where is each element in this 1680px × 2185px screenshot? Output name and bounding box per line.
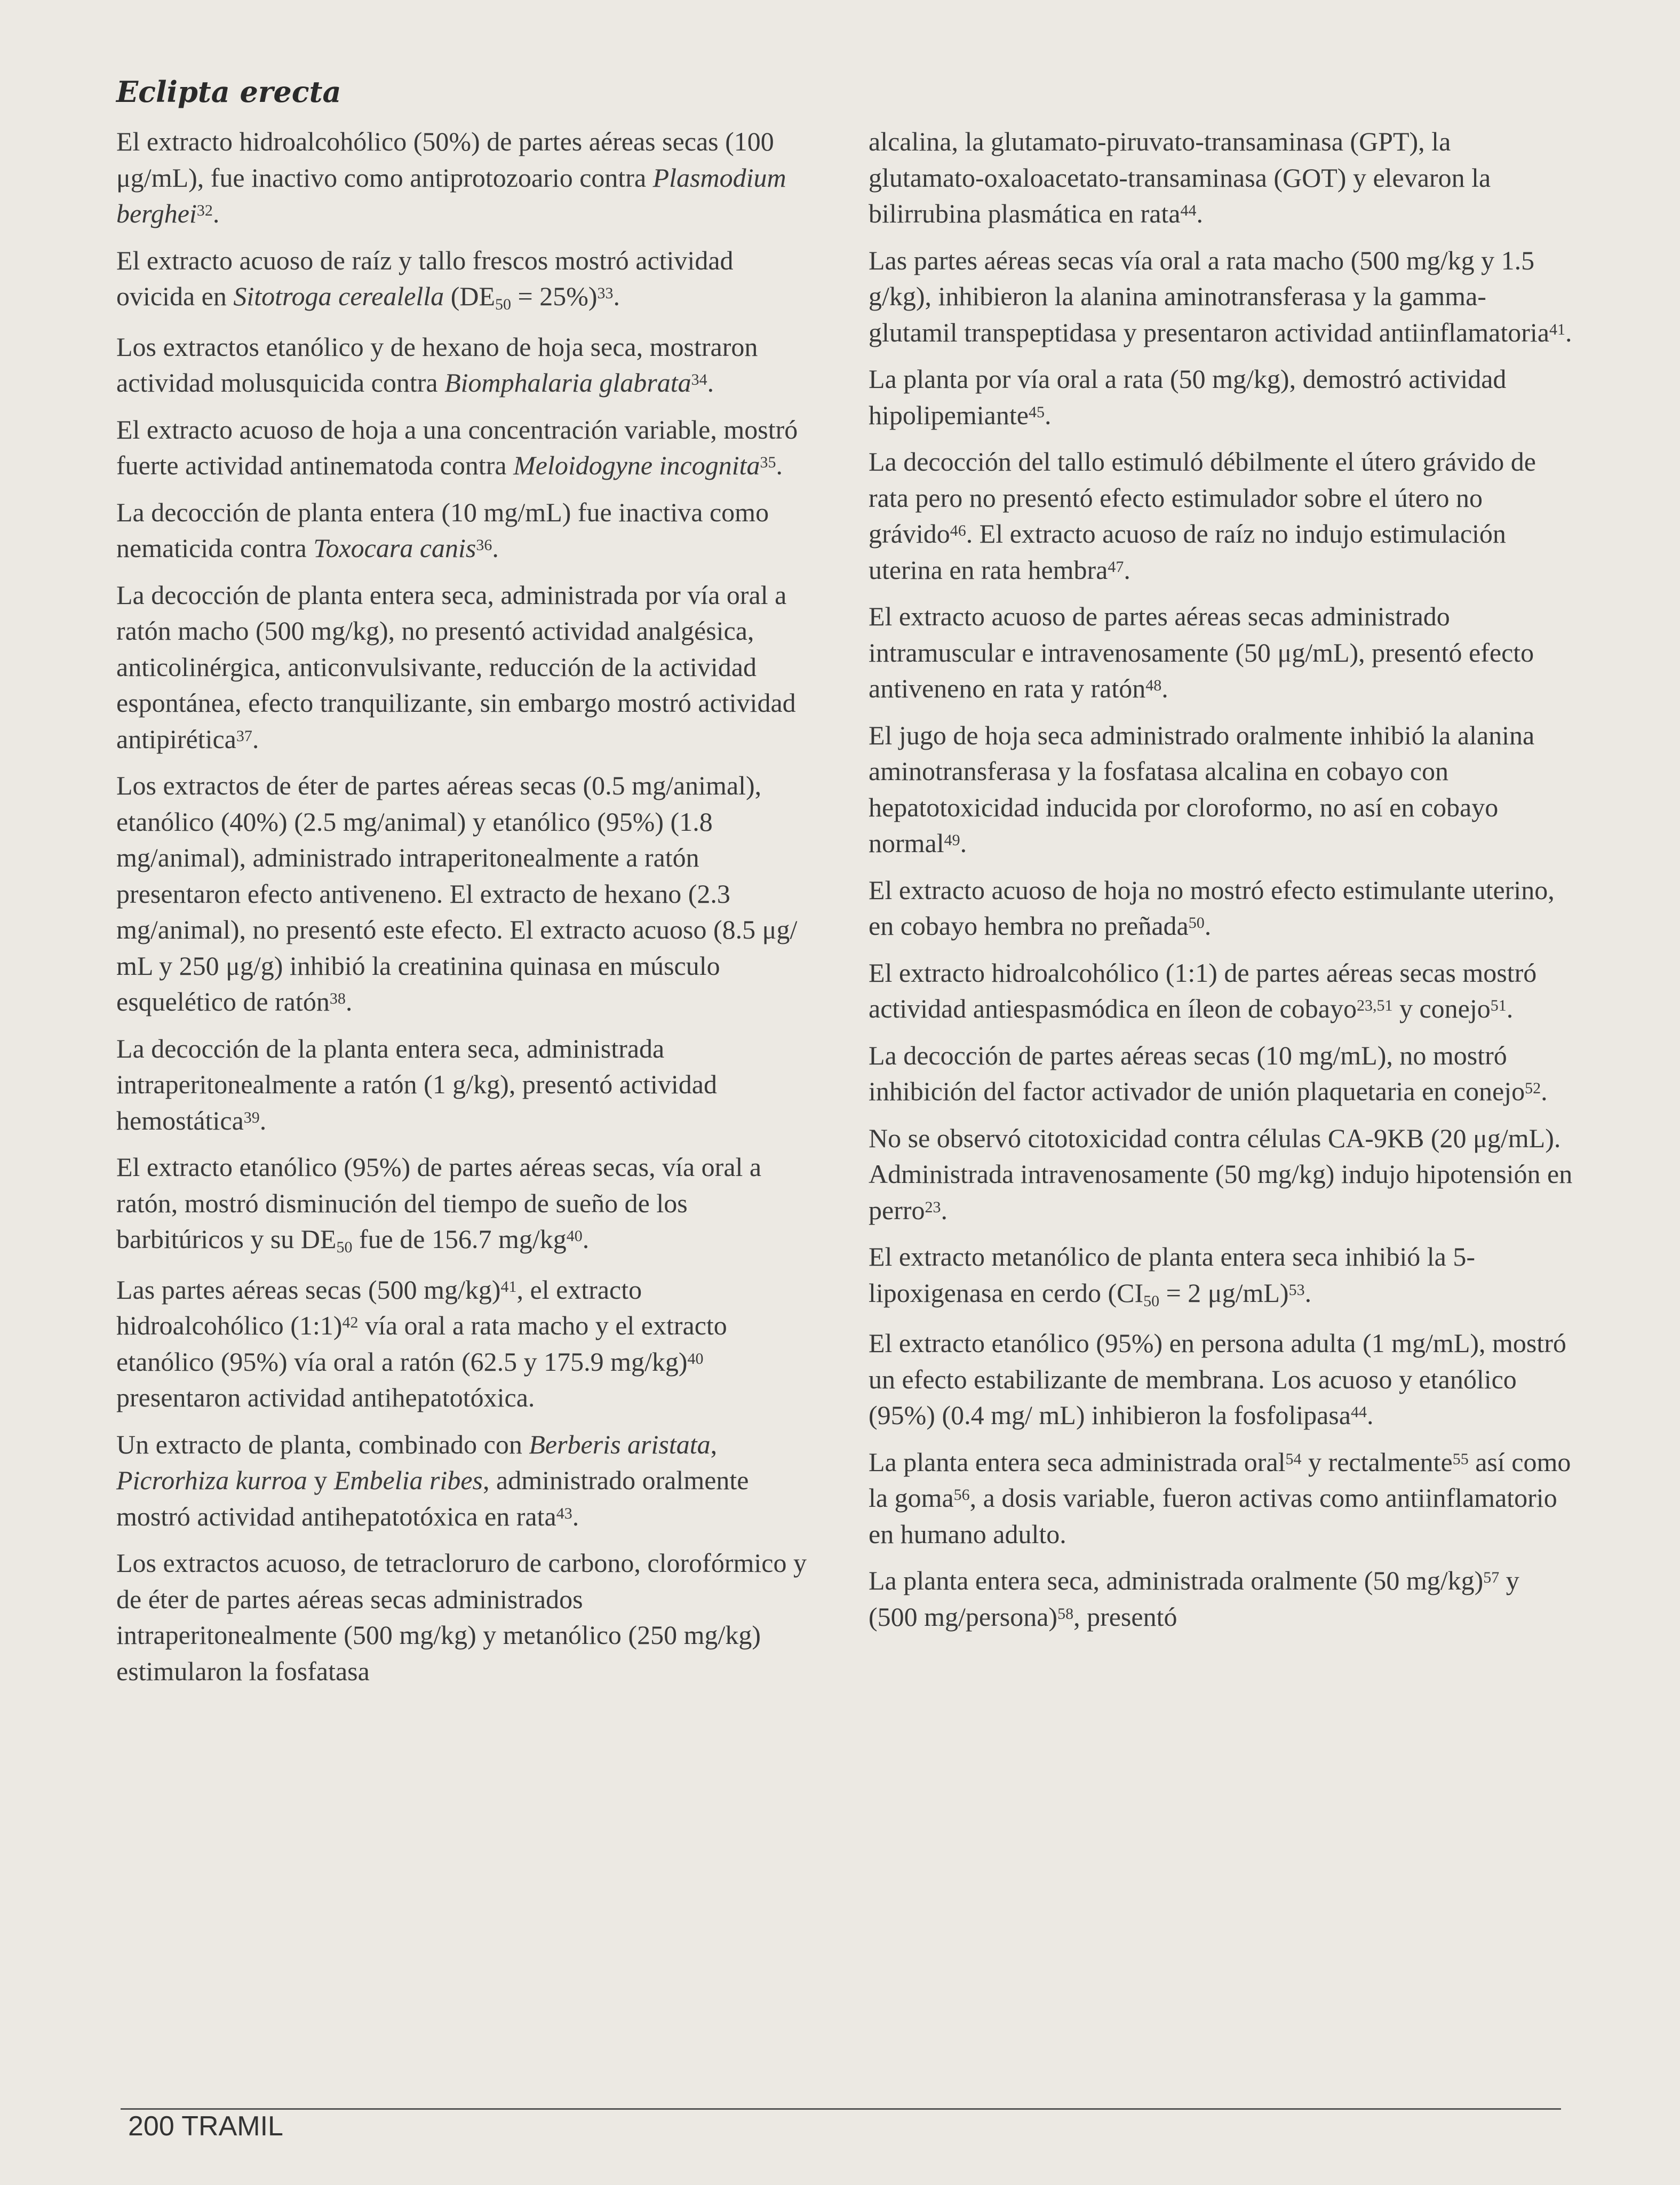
text-run: . (776, 450, 783, 480)
reference-superscript: 33 (597, 284, 614, 302)
text-run: . (259, 1105, 267, 1135)
species-name: Picrorhiza kurroa (116, 1465, 307, 1495)
reference-superscript: 23,51 (1356, 997, 1393, 1014)
reference-superscript: 56 (953, 1486, 970, 1504)
left-column (116, 124, 810, 1700)
text-run: La decocción de la planta entera seca, administrada intraperitonealmente a ratón (1 g/kg), presentó actividad hemostática (116, 1033, 717, 1135)
text-run: El extracto etanólico (95%) en persona adulta (1 mg/mL), mostró un efecto estabilizante de membrana. Los acuoso y etanólico (95%) (0.4 mg/ mL) inhibieron la fosfolipasa (869, 1328, 1566, 1430)
text-run: = 2 μg/mL) (1159, 1277, 1289, 1308)
page-footer: 200 TRAMIL (128, 2111, 283, 2142)
reference-superscript: 51 (1490, 997, 1507, 1014)
text-run: , el extracto hidroalcohólico (1:1) (116, 1274, 642, 1340)
reference-superscript: 41 (500, 1277, 517, 1296)
reference-superscript: 41 (1549, 320, 1565, 338)
paragraph (116, 1545, 810, 1689)
paragraph (116, 577, 810, 758)
text-run: . (613, 281, 620, 311)
text-run: y (307, 1465, 334, 1495)
text-run: , presentó (1073, 1601, 1177, 1632)
running-header: Eclipta erecta (116, 75, 341, 109)
text-run: El jugo de hoja seca administrado oralmente inhibió la alanina aminotransferasa y la fosfatasa alcalina en cobayo con hepatotoxicidad inducida por cloroformo, no así en cobayo normal (869, 720, 1535, 858)
text-run: El extracto acuoso de partes aéreas secas administrado intramuscular e intravenosamente (50 μg/mL), presentó efecto antiveneno en rata y ratón (869, 601, 1534, 703)
text-run: . (1506, 994, 1514, 1023)
paragraph (116, 329, 810, 401)
paragraph (869, 955, 1573, 1027)
text-run: El extracto hidroalcohólico (1:1) de partes aéreas secas mostró actividad antiespasmódica en íleon de cobayo (869, 957, 1537, 1023)
text-run: El extracto acuoso de hoja a una concentración variable, mostró fuerte actividad antinematoda contra (116, 414, 798, 480)
reference-superscript: 38 (329, 990, 346, 1007)
text-run: = 25%) (511, 281, 598, 311)
text-run: . (492, 533, 499, 563)
species-name: Embelia ribes (333, 1465, 483, 1495)
text-run: . (1161, 673, 1168, 703)
paragraph (116, 243, 810, 319)
text-run: El extracto etanólico (95%) de partes aéreas secas, vía oral a ratón, mostró disminución del tiempo de sueño de los barbitúricos y su DE (116, 1152, 762, 1254)
text-run: . (707, 368, 714, 398)
text-run: El extracto metanólico de planta entera seca inhibió la 5-lipoxigenasa en cerdo (CI (869, 1242, 1476, 1308)
paragraph (116, 1031, 810, 1139)
paragraph (869, 243, 1573, 351)
reference-superscript: 44 (1180, 202, 1197, 219)
text-run: vía oral a rata macho y el extracto etanólico (95%) vía oral a ratón (62.5 y 175.9 mg/kg) (116, 1310, 727, 1377)
paragraph (116, 1149, 810, 1261)
text-run: presentaron actividad antihepatotóxica. (116, 1382, 535, 1412)
text-run: . (345, 987, 353, 1016)
species-name: Plasmodium berghei (116, 162, 786, 228)
text-run: La decocción de partes aéreas secas (10 mg/mL), no mostró inhibición del factor activador de unión plaquetaria en conejo (869, 1040, 1525, 1106)
text-run: La planta por vía oral a rata (50 mg/kg), demostró actividad hipolipemiante (869, 364, 1507, 430)
reference-superscript: 36 (476, 536, 492, 554)
subscript: 50 (1143, 1292, 1160, 1310)
text-run: Las partes aéreas secas vía oral a rata macho (500 mg/kg y 1.5 g/kg), inhibieron la alanina aminotransferasa y la gamma-glutamil transpeptidasa y presentaron actividad antiinflamatoria (869, 245, 1549, 347)
reference-superscript: 23 (925, 1198, 941, 1216)
paragraph (116, 124, 810, 232)
reference-superscript: 37 (236, 727, 252, 745)
text-run: . (1366, 1400, 1374, 1430)
text-run: . (572, 1501, 579, 1531)
text-run: . (1044, 400, 1052, 430)
paragraph (869, 718, 1573, 862)
text-run: . (1204, 911, 1212, 941)
paragraph (116, 412, 810, 484)
text-run: El extracto hidroalcohólico (50%) de partes aéreas secas (100 μg/mL), fue inactivo como antiprotozoario contra (116, 126, 774, 193)
reference-superscript: 49 (944, 831, 960, 849)
reference-superscript: 44 (1350, 1403, 1367, 1421)
reference-superscript: 42 (342, 1314, 359, 1331)
paragraph (869, 872, 1573, 944)
paragraph (869, 124, 1573, 232)
text-run: Las partes aéreas secas (500 mg/kg) (116, 1274, 501, 1305)
species-name: Meloidogyne incognita (513, 450, 760, 480)
text-run: . (1196, 198, 1203, 228)
text-run: Los extractos de éter de partes aéreas secas (0.5 mg/animal), etanólico (40%) (2.5 mg/animal) y etanólico (95%) (1.8 mg/animal), administrado intraperitonealmente a ratón presentaron efecto antiveneno. El extracto de hexano (2.3 mg/animal), no presentó este efecto. El extracto acuoso (8.5 μg/ mL y 250 μg/g) inhibió la creatinina quinasa en músculo esquelético de ratón (116, 770, 798, 1016)
text-run: La planta entera seca administrada oral (869, 1447, 1286, 1477)
paragraph (116, 495, 810, 567)
reference-superscript: 50 (1188, 914, 1205, 932)
text-run: La decocción del tallo estimuló débilmente el útero grávido de rata pero no presentó efecto estimulador sobre el útero no grávido (869, 447, 1536, 549)
text-run: . (941, 1195, 948, 1225)
text-run: . (960, 828, 967, 858)
species-name: Toxocara canis (313, 533, 476, 563)
reference-superscript: 40 (566, 1227, 583, 1245)
reference-superscript: 45 (1028, 403, 1045, 421)
reference-superscript: 34 (691, 371, 707, 388)
paragraph (869, 1325, 1573, 1434)
text-run: . (1124, 554, 1130, 585)
text-run: así como la goma (869, 1447, 1571, 1513)
paragraph (869, 1121, 1573, 1229)
text-run: . (582, 1224, 590, 1254)
text-run: , (710, 1429, 718, 1459)
reference-superscript: 54 (1285, 1450, 1302, 1468)
text-run: . (1541, 1076, 1548, 1106)
text-run: y (500 mg/persona) (869, 1566, 1519, 1632)
paragraph (869, 1038, 1573, 1110)
reference-superscript: 39 (243, 1108, 260, 1126)
text-run: Los extractos etanólico y de hexano de hoja seca, mostraron actividad molusquicida contra (116, 331, 758, 398)
reference-superscript: 35 (760, 454, 776, 471)
paragraph (869, 1239, 1573, 1315)
subscript: 50 (495, 296, 512, 313)
reference-superscript: 32 (196, 202, 213, 219)
paragraph (869, 444, 1573, 588)
text-run: , administrado oralmente mostró actividad antihepatotóxica en rata (116, 1465, 749, 1531)
text-run: . (212, 198, 220, 228)
reference-superscript: 57 (1483, 1569, 1500, 1586)
text-run: . (1304, 1277, 1312, 1308)
subscript: 50 (336, 1238, 353, 1256)
reference-superscript: 48 (1145, 677, 1162, 694)
text-run: y rectalmente (1301, 1447, 1453, 1477)
reference-superscript: 58 (1057, 1604, 1074, 1623)
footer-rule (121, 2108, 1561, 2110)
text-run: . El extracto acuoso de raíz no indujo estimulación uterina en rata hembra (869, 519, 1506, 585)
reference-superscript: 53 (1288, 1281, 1305, 1299)
text-run: fue de 156.7 mg/kg (352, 1224, 567, 1254)
text-run: alcalina, la glutamato-piruvato-transaminasa (GPT), la glutamato-oxaloacetato-transaminasa (GOT) y elevaron la bilirrubina plasmática en rata (869, 126, 1491, 228)
text-run: . (1565, 317, 1572, 347)
text-run: La decocción de planta entera (10 mg/mL) fue inactiva como nematicida contra (116, 497, 769, 563)
paragraph (116, 1427, 810, 1535)
text-run: (DE (444, 281, 496, 311)
paragraph (116, 768, 810, 1020)
paragraph (116, 1272, 810, 1416)
text-run: El extracto acuoso de raíz y tallo frescos mostró actividad ovicida en (116, 245, 734, 311)
species-name: Biomphalaria glabrata (444, 368, 691, 398)
reference-superscript: 43 (556, 1504, 572, 1522)
reference-superscript: 40 (687, 1349, 704, 1368)
text-run: No se observó citotoxicidad contra células CA-9KB (20 μg/mL). Administrada intravenosamente (50 mg/kg) indujo hipotensión en perro (869, 1123, 1573, 1225)
text-run: y conejo (1392, 994, 1491, 1023)
text-run: , a dosis variable, fueron activas como antiinflamatorio en humano adulto. (869, 1483, 1557, 1549)
species-name: Berberis aristata (529, 1429, 711, 1459)
paragraph (869, 1563, 1573, 1635)
text-run: La planta entera seca, administrada oralmente (50 mg/kg) (869, 1566, 1484, 1595)
reference-superscript: 47 (1108, 558, 1124, 576)
reference-superscript: 46 (950, 522, 966, 539)
reference-superscript: 52 (1525, 1079, 1541, 1097)
paragraph (869, 361, 1573, 433)
text-run: Los extractos acuoso, de tetracloruro de carbono, clorofórmico y de éter de partes aéreas secas administrados intraperitonealmente (500 mg/kg) y metanólico (250 mg/kg) estimularon la fosfatasa (116, 1548, 807, 1686)
right-column (869, 124, 1573, 1646)
reference-superscript: 55 (1452, 1450, 1469, 1468)
text-run: Un extracto de planta, combinado con (116, 1429, 529, 1459)
paragraph (869, 1444, 1573, 1553)
paragraph (869, 599, 1573, 707)
text-run: La decocción de planta entera seca, administrada por vía oral a ratón macho (500 mg/kg), no presentó actividad analgésica, anticolinérgica, anticonvulsivante, reducción de la actividad espontánea, efecto tranquilizante, sin embargo mostró actividad antipirética (116, 579, 796, 754)
text-run: . (252, 724, 259, 754)
species-name: Sitotroga cerealella (233, 281, 444, 311)
text-run: El extracto acuoso de hoja no mostró efecto estimulante uterino, en cobayo hembra no preñada (869, 875, 1555, 941)
